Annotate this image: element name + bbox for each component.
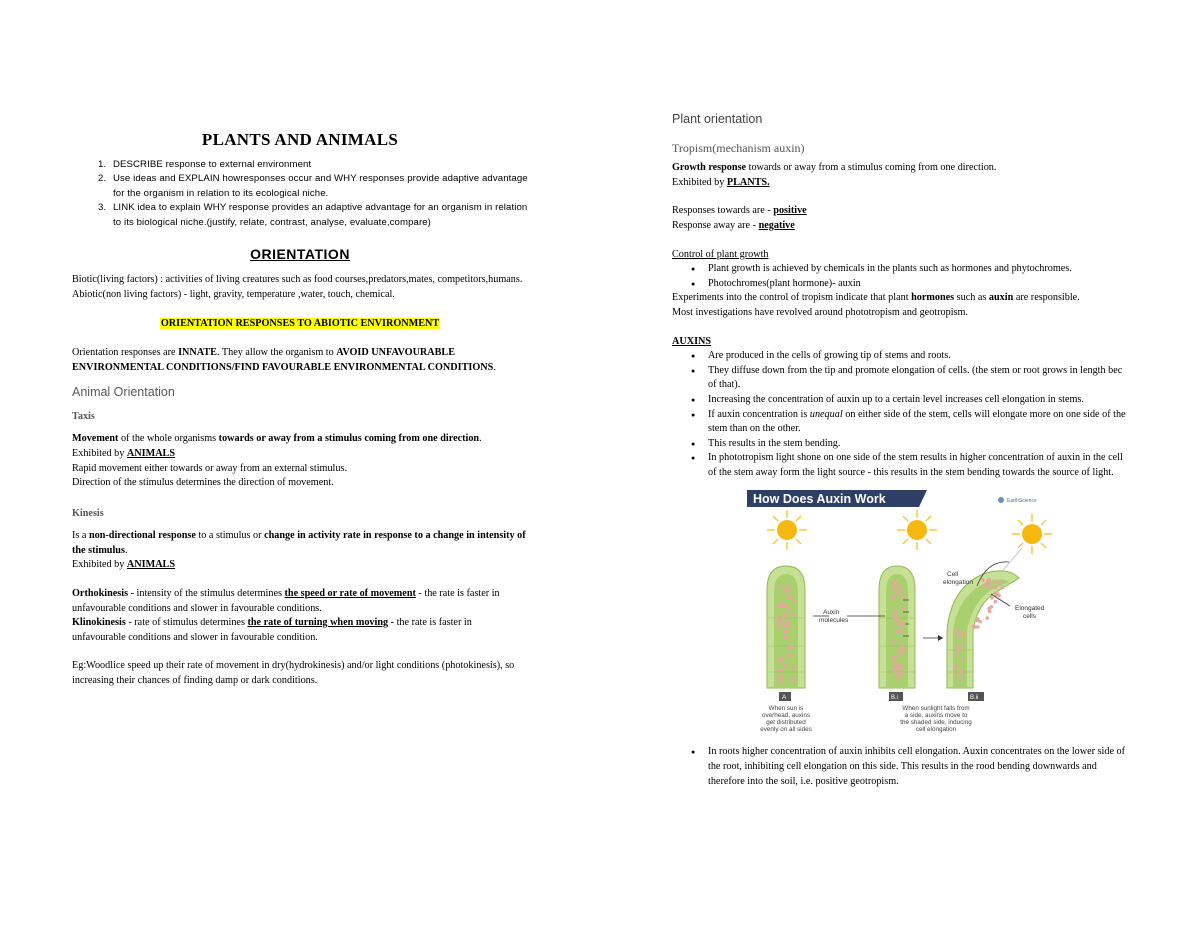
auxin-dot	[780, 657, 784, 661]
taxis-definition: Movement of the whole organisms towards or away from a stimulus coming from one direction.	[72, 433, 482, 445]
goal-item: 3. LINK idea to explain WHY response provides an adaptive advantage for an organism in relation to its biological niche.(justify, relate, contrast, analyse, evaluate,compare)	[109, 201, 528, 230]
auxin-dot	[783, 630, 787, 634]
auxin-dot	[783, 665, 787, 669]
list-item: ● They diffuse down from the tip and promote elongation of cells. (the stem or root grows in length bec of that).	[708, 364, 1128, 393]
orthokinesis-text: Orthokinesis - intensity of the stimulus determines the speed or rate of movement - the rate is faster in unfavourable conditions and slower in favourable conditions.	[72, 588, 500, 614]
auxin-dot	[893, 660, 897, 664]
auxin-dot	[893, 581, 897, 585]
negative-text: Response away are - negative	[672, 219, 795, 231]
caption-a: When sun is overhead, auxins get distributed evenly on all sides	[760, 705, 812, 734]
auxin-dot	[901, 672, 905, 676]
auxin-dot	[981, 579, 985, 583]
auxin-dot	[896, 592, 900, 596]
logo-icon	[998, 497, 1004, 503]
auxin-dot	[987, 578, 991, 582]
auxin-dot	[893, 671, 897, 675]
growth-definition: Growth response towards or away from a stimulus coming from one direction.	[672, 162, 997, 174]
auxin-dot	[982, 584, 986, 588]
plant-orientation-heading: Plant orientation	[672, 112, 763, 126]
auxin-dot	[961, 647, 965, 651]
auxin-dot	[786, 625, 790, 629]
list-item: ● If auxin concentration is unequal on either side of the stem, cells will elongate more on one side of the stem than on the other.	[708, 408, 1128, 437]
auxin-dot	[897, 655, 901, 659]
auxin-dot	[783, 636, 787, 640]
auxin-dot	[954, 671, 958, 675]
badge-b1-text: B.i	[891, 695, 899, 702]
auxin-dot	[789, 594, 793, 598]
auxin-dot	[791, 678, 795, 682]
auxin-dot	[785, 583, 789, 587]
investigations-text: Most investigations have revolved around phototropism and geotropism.	[672, 306, 968, 318]
roots-list	[672, 745, 1128, 789]
taxis-exhibited: Exhibited by ANIMALS	[72, 447, 176, 459]
sun-icon	[1012, 514, 1052, 554]
animal-orientation-heading: Animal Orientation	[72, 385, 175, 400]
auxin-dot	[961, 658, 965, 662]
kinesis-exhibited: Exhibited by ANIMALS	[72, 559, 176, 571]
stem-b2	[947, 571, 1019, 688]
list-item: ● This results in the stem bending.	[708, 437, 1128, 452]
auxin-dot	[902, 607, 906, 611]
list-item: ● Increasing the concentration of auxin up to a certain level increases cell elongation in stems.	[708, 393, 1128, 408]
goal-item: 1. DESCRIBE response to external environment	[109, 158, 528, 173]
right-column	[672, 112, 1128, 789]
auxin-dot	[955, 651, 959, 655]
elongated-cells-label: Elongated cells	[1015, 605, 1045, 621]
auxin-dot	[777, 673, 781, 677]
example-text: Eg:Woodlice speed up their rate of movement in dry(hydrokinesis) and/or light conditions (photokinesis), so increasing their chances of finding damp or dark conditions.	[72, 660, 515, 687]
auxin-dot	[891, 656, 895, 660]
experiments-text: Experiments into the control of tropism indicate that plant hormones such as auxin are responsible.	[672, 292, 1080, 304]
auxin-dot	[902, 622, 906, 626]
auxin-dot	[788, 654, 792, 658]
biotic-text: Biotic(living factors) : activities of living creatures such as food courses,predators,mates, competitors,humans.	[72, 274, 523, 286]
taxis-heading: Taxis	[72, 410, 95, 422]
auxin-dot	[895, 630, 899, 634]
auxin-dot	[902, 648, 906, 652]
auxin-dot	[1000, 586, 1004, 590]
auxin-dot	[897, 651, 901, 655]
auxin-dot	[783, 590, 787, 594]
logo-text: EarthScience	[1007, 498, 1037, 505]
cell-elongation-label: Cell elongation	[943, 571, 973, 587]
auxin-dot	[975, 619, 979, 623]
taxis-line: Direction of the stimulus determines the direction of movement.	[72, 477, 334, 489]
auxin-dot	[792, 613, 796, 617]
auxin-dot	[779, 620, 783, 624]
klinokinesis-text: Klinokinesis - rate of stimulus determines the rate of turning when moving - the rate is faster in unfavourable conditions and slower in favourable condition.	[72, 617, 472, 643]
auxin-dot	[780, 676, 784, 680]
list-item: ● In phototropism light shone on one side of the stem results in higher concentration of auxin in the cell of the stem away form the light source - this results in the stem bending towards the source of light.	[708, 451, 1128, 480]
orientation-heading: ORIENTATION	[250, 245, 350, 262]
auxins-list	[672, 349, 1128, 480]
growth-exhibited: Exhibited by PLANTS.	[672, 176, 770, 188]
page-title: PLANTS AND ANIMALS	[201, 130, 399, 149]
auxin-dot	[988, 610, 992, 614]
auxin-dot	[897, 586, 901, 590]
auxin-dot	[787, 609, 791, 613]
auxin-dot	[785, 614, 789, 618]
auxin-dot	[972, 625, 976, 629]
kinesis-definition: Is a non-directional response to a stimulus or change in activity rate in response to a change in intensity of the stimulus.	[72, 530, 526, 556]
auxin-dot	[959, 631, 963, 635]
tropism-heading: Tropism(mechanism auxin)	[672, 140, 805, 155]
auxin-dot	[997, 594, 1001, 598]
auxin-dot	[963, 639, 967, 643]
abiotic-text: Abiotic(non living factors) - light, gravity, temperature ,water, touch, chemical.	[72, 288, 395, 300]
badge-b2-text: B.ii	[970, 695, 979, 702]
sun-icon	[897, 510, 937, 550]
auxin-dot	[894, 664, 898, 668]
auxin-dot	[779, 669, 783, 673]
auxin-dot	[899, 668, 903, 672]
kinesis-heading: Kinesis	[72, 507, 104, 519]
auxin-dot	[985, 617, 989, 621]
learning-goals	[72, 158, 528, 231]
auxin-dot	[978, 620, 982, 624]
auxin-dot	[998, 581, 1002, 585]
auxin-dot	[898, 664, 902, 668]
list-item: ● Plant growth is achieved by chemicals in the plants such as hormones and phytochromes.	[708, 262, 1128, 277]
auxin-dot	[784, 604, 788, 608]
auxin-dot	[956, 633, 960, 637]
auxin-dot	[898, 623, 902, 627]
auxin-dot	[792, 600, 796, 604]
auxin-dot	[900, 645, 904, 649]
auxin-dot	[891, 596, 895, 600]
auxin-dot	[775, 617, 779, 621]
list-item: ● Are produced in the cells of growing tip of stems and roots.	[708, 349, 1128, 364]
list-item: ● In roots higher concentration of auxin inhibits cell elongation. Auxin concentrates on the lower side of the root, inhibiting cell elongation on this side. This results in the rood bending downwards and therefore into the soil, i.e. positive geotropism.	[708, 745, 1128, 789]
auxin-dot	[958, 677, 962, 681]
auxin-dot	[893, 611, 897, 615]
auxin-dot	[959, 671, 963, 675]
highlighted-heading: ORIENTATION RESPONSES TO ABIOTIC ENVIRONMENT	[160, 318, 440, 330]
diagram-title: How Does Auxin Work	[753, 492, 886, 507]
auxin-dot	[901, 594, 905, 598]
auxin-dot	[963, 632, 967, 636]
auxin-dot	[892, 641, 896, 645]
left-column	[72, 130, 528, 689]
abiotic-heading	[72, 317, 528, 332]
auxin-dot	[780, 604, 784, 608]
control-heading: Control of plant growth	[672, 248, 769, 260]
auxin-dot	[787, 588, 791, 592]
auxin-dot	[899, 631, 903, 635]
auxin-dot	[786, 621, 790, 625]
auxin-dot	[896, 618, 900, 622]
list-item: ● Photochromes(plant hormone)- auxin	[708, 277, 1128, 292]
goal-item: 2. Use ideas and EXPLAIN howresponses occur and WHY responses provide adaptive advantage for the organism in relation to its ecological niche.	[109, 172, 528, 201]
auxin-dot	[988, 586, 992, 590]
arrow-head	[938, 635, 943, 641]
auxin-dot	[897, 677, 901, 681]
positive-text: Responses towards are - positive	[672, 205, 807, 217]
auxin-dot	[954, 629, 958, 633]
auxin-dot	[789, 645, 793, 649]
auxin-dot	[777, 680, 781, 684]
auxin-dot	[990, 606, 994, 610]
auxin-dot	[781, 616, 785, 620]
control-list	[672, 262, 1128, 291]
auxin-dot	[957, 644, 961, 648]
sun-icon	[767, 510, 807, 550]
auxin-dot	[777, 625, 781, 629]
taxis-line: Rapid movement either towards or away from an external stimulus.	[72, 462, 347, 474]
auxin-dot	[993, 586, 997, 590]
auxin-dot	[778, 586, 782, 590]
auxin-label: Auxin molecules	[819, 609, 849, 625]
auxin-diagram	[747, 490, 1107, 735]
auxin-dot	[992, 579, 996, 583]
caption-b1: When sunlight falls from a side, auxins move to the shaded side, inducing cell elongation	[900, 705, 972, 734]
badge-a-text: A	[782, 694, 787, 702]
auxin-dot	[993, 600, 997, 604]
auxin-dot	[792, 667, 796, 671]
auxins-heading: AUXINS	[672, 335, 712, 347]
auxin-dot	[990, 596, 994, 600]
auxin-dot	[892, 588, 896, 592]
auxin-dot	[953, 667, 957, 671]
auxin-dot	[776, 622, 780, 626]
innate-paragraph: Orientation responses are INNATE. They allow the organism to AVOID UNFAVOURABLE ENVIRONMENTAL CONDITIONS/FIND FAVOURABLE ENVIRONMENTAL CONDITIONS.	[72, 346, 496, 373]
